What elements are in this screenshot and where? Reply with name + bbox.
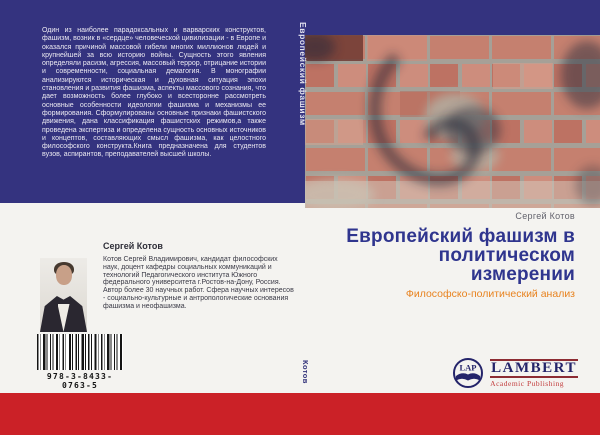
bottom-red-band <box>0 393 600 435</box>
author-photo-face <box>56 265 72 285</box>
spine-title: Европейский фашизм <box>298 22 308 126</box>
publisher-name: LAMBERT <box>491 359 577 376</box>
barcode-number: 978-3-8433-0763-5 <box>46 372 114 390</box>
publisher-tagline: Academic Publishing <box>490 378 565 388</box>
book-subtitle: Философско-политический анализ <box>405 288 575 300</box>
publisher-wordmark <box>490 359 578 388</box>
book-title-line2: политическом <box>438 245 575 266</box>
spine-author: Котов <box>301 360 310 384</box>
author-photo <box>40 258 87 332</box>
book-title-line3: измерении <box>470 264 575 285</box>
publisher-logo <box>451 356 578 390</box>
barcode <box>37 334 123 390</box>
barcode-bars <box>37 334 123 370</box>
front-author-name: Сергей Котов <box>515 211 575 221</box>
lap-monogram: LAP <box>459 362 477 373</box>
brick-wall-photo <box>305 35 600 208</box>
bio-heading: Сергей Котов <box>103 241 163 251</box>
brick-wall-graphic <box>305 35 600 208</box>
bio-text: Котов Сергей Владимирович, кандидат философских наук, доцент кафедры социальных коммуникаций и технологий Педагогического института Южного федерального университета г.Ростов-на-Дону, Россия. Автор более 30 научных работ. Сфера научных интересов - социально-культурные и антропологические основания фашизма и неофашизма. <box>103 256 294 310</box>
lap-emblem-icon <box>451 356 485 390</box>
back-cover-annotation: Один из наиболее парадоксальных и варварских конструктов, фашизм, возник в «сердце» человеческой цивилизации - в Европе и оказался причиной массовой гибели многих миллионов людей и крупнейшей за всю историю войны. Сущность этого явления определяли расизм, агрессия, массовый террор, отрицание истории и современности, социальная демагогия. В монографии анализируются историческая и духовная ситуация эпохи становления и развития фашизма, аспекты массового сознания, что дает возможность более глубоко и всесторонне рассмотреть основные особенности идеологии фашизма и механизмы ее формирования. Сформулированы основные признаки фашистского движения, дана классификация фашистских режимов,а также проведена экспертиза и определена сущность основных источников и концептов, составляющих смысл фашизма, как целостного философского конструкта.Книга предназначена для студентов вузов, аспирантов, преподавателей высшей школы. <box>42 27 266 159</box>
book-title-line1: Европейский фашизм в <box>346 226 575 247</box>
